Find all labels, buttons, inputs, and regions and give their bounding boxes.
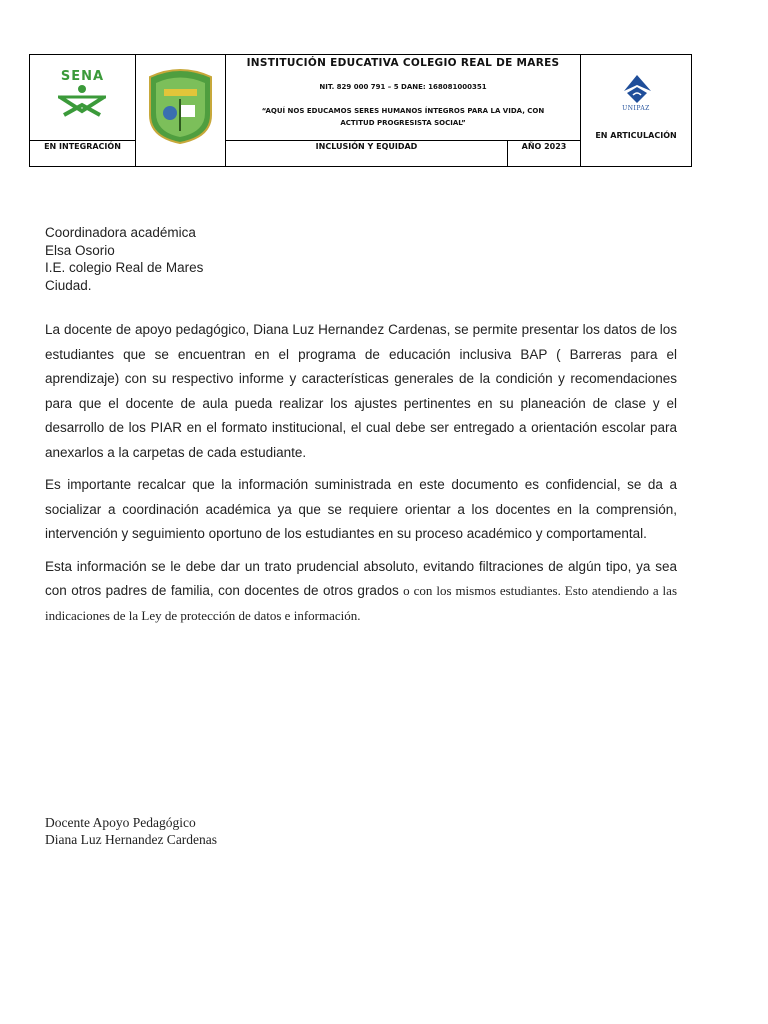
motto-line-1: “AQUÍ NOS EDUCAMOS SERES HUMANOS ÍNTEGROS PARA LA VIDA, CON (261, 107, 545, 115)
unipaz-logo-icon (581, 71, 691, 121)
sena-logo (30, 55, 135, 140)
body-paragraph-1: La docente de apoyo pedagógico, Diana Luz Hernandez Cardenas, se permite presentar los datos de los estudiantes que se encuentran en el programa de educación inclusiva BAP ( Barreras para el aprendizaje) con su respectivo informe y características generales de la condición y recomendaciones para que el docente de aula pueda realizar los ajustes pertinentes en su planeación de clase y el desarrollo de los PIAR en el formato institucional, el cual debe ser entregado a orientación escolar para anexarlos a la carpetas de cada estudiante. (45, 322, 677, 460)
recipient-title: Coordinadora académica (45, 225, 196, 240)
unipaz-logo-text: UNIPAZ (622, 105, 650, 112)
unipaz-logo (581, 55, 691, 125)
en-articulacion-label: EN ARTICULACIÓN (595, 131, 677, 140)
recipient-block (45, 224, 203, 294)
letter-body (45, 318, 677, 636)
recipient-institution: I.E. colegio Real de Mares (45, 260, 204, 275)
nit-dane-line: NIT. 829 000 791 – 5 DANE: 168081000351 (319, 83, 487, 91)
institution-title: INSTITUCIÓN EDUCATIVA COLEGIO REAL DE MARES (246, 57, 560, 69)
table-border-right (691, 54, 692, 167)
body-paragraph-3-start: Esta información se le debe dar un trato prudencial absoluto, evitando filtraciones de algún tipo, ya sea con otros padres de familia, con docentes de otros grados (45, 558, 677, 598)
year-label: AÑO 2023 (521, 142, 567, 151)
table-border-bottom (29, 166, 692, 167)
recipient-name: Elsa Osorio (45, 242, 115, 258)
inclusion-equidad-label: INCLUSIÓN Y EQUIDAD (315, 142, 418, 151)
sena-logo-text: SENA (60, 69, 105, 84)
signature-role: Docente Apoyo Pedagógico (45, 815, 196, 830)
school-crest-icon (136, 55, 225, 166)
recipient-city: Ciudad. (45, 277, 92, 293)
letterhead-table (29, 54, 692, 167)
school-crest (136, 55, 225, 166)
body-paragraph-3 (45, 555, 677, 629)
en-integracion-label: EN INTEGRACIÓN (44, 142, 121, 151)
signature-block (45, 814, 217, 848)
sena-logo-icon (30, 85, 135, 125)
signature-name: Diana Luz Hernandez Cardenas (45, 832, 218, 847)
body-paragraph-3-end: o con los mismos estudiantes. Esto atendiendo a las indicaciones de la Ley de protección de datos e información. (45, 583, 677, 623)
motto-line-2: ACTITUD PROGRESISTA SOCIAL” (340, 119, 466, 127)
body-paragraph-2: Es importante recalcar que la información suministrada en este documento es confidencial, se da a socializar a coordinación académica ya que se requiere orientar a los docentes en la comprensión, intervención y seguimiento oportuno de los estudiantes en su proceso académico y comportamental. (45, 477, 677, 541)
